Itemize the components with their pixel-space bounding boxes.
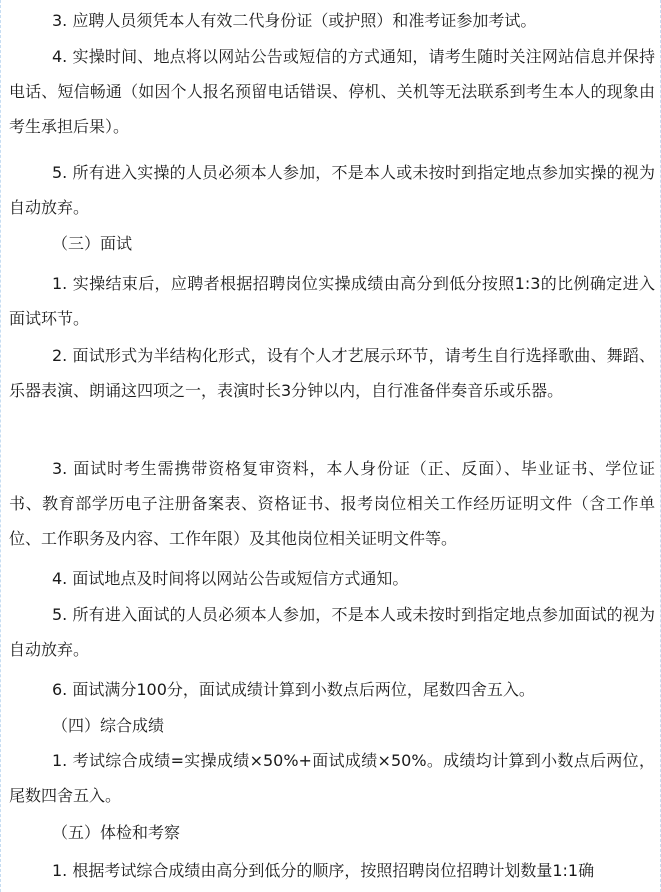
- paragraph-exam-id-requirement: 3. 应聘人员须凭本人有效二代身份证（或护照）和准考证参加考试。: [52, 11, 537, 30]
- paragraph-practical-notice: 4. 实操时间、地点将以网站公告或短信的方式通知，请考生随时关注网站信息并保持电话、短信畅通（如因个人报名预留电话错误、停机、关机等无法联系到考生本人的现象由考生承担后果）。: [9, 47, 655, 136]
- paragraph-composite-formula: 1. 考试综合成绩=实操成绩×50%+面试成绩×50%。成绩均计算到小数点后两位，尾数四舍五入。: [9, 751, 655, 805]
- paragraph-practical-attendance: 5. 所有进入实操的人员必须本人参加，不是本人或未按时到指定地点参加实操的视为自动放弃。: [9, 163, 655, 217]
- heading-interview: （三）面试: [52, 234, 133, 253]
- paragraph-interview-documents: 3. 面试时考生需携带资格复审资料，本人身份证（正、反面）、毕业证书、学位证书、教育部学历电子注册备案表、资格证书、报考岗位相关工作经历证明文件（含工作单位、工作职务及内容、工作年限）及其他岗位相关证明文件等。: [9, 459, 655, 548]
- paragraph-interview-ratio: 1. 实操结束后，应聘者根据招聘岗位实操成绩由高分到低分按照1:3的比例确定进入面试环节。: [9, 274, 655, 328]
- heading-medical-and-review: （五）体检和考察: [52, 823, 181, 842]
- heading-composite-score: （四）综合成绩: [52, 716, 165, 735]
- paragraph-interview-attendance: 5. 所有进入面试的人员必须本人参加，不是本人或未按时到指定地点参加面试的视为自动放弃。: [9, 605, 655, 659]
- paragraph-medical-order: 1. 根据考试综合成绩由高分到低分的顺序，按照招聘岗位招聘计划数量1:1确: [52, 861, 595, 880]
- paragraph-interview-score: 6. 面试满分100分，面试成绩计算到小数点后两位，尾数四舍五入。: [52, 680, 535, 699]
- paragraph-interview-notice: 4. 面试地点及时间将以网站公告或短信方式通知。: [52, 569, 409, 588]
- paragraph-interview-format: 2. 面试形式为半结构化形式，设有个人才艺展示环节，请考生自行选择歌曲、舞蹈、乐器表演、朗诵这四项之一，表演时长3分钟以内，自行准备伴奏音乐或乐器。: [9, 346, 655, 400]
